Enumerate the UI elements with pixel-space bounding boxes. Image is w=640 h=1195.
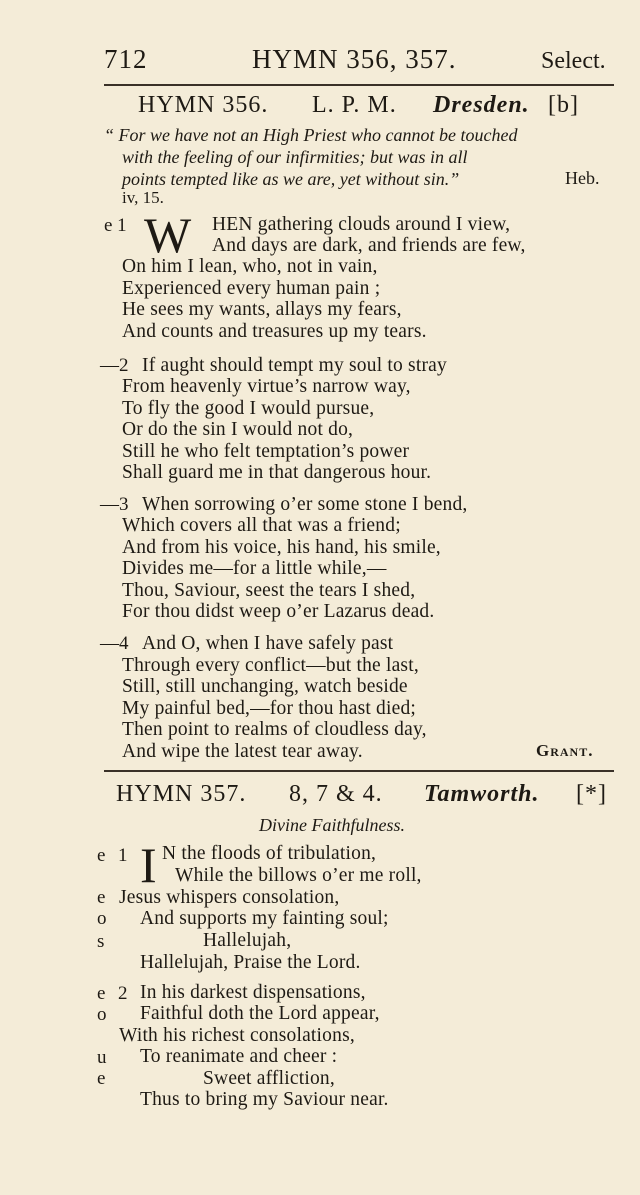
stanza-mark: —3 [100, 494, 129, 515]
line-mark: u [97, 1047, 107, 1068]
verse-line: Experienced every human pain ; [122, 278, 381, 299]
verse-line: When sorrowing o’er some stone I bend, [142, 494, 468, 515]
epigraph-line: with the feeling of our infirmities; but was in all [122, 147, 468, 167]
verse-line: Which covers all that was a friend; [122, 515, 401, 536]
verse-line: If aught should tempt my soul to stray [142, 355, 447, 376]
verse-line: Hallelujah, [203, 930, 292, 951]
verse-line: And from his voice, his hand, his smile, [122, 537, 441, 558]
hymn-356-title: HYMN 356. [138, 92, 269, 118]
section-label: Select. [541, 48, 606, 74]
verse-line: Thou, Saviour, seest the tears I shed, [122, 580, 416, 601]
verse-line: And wipe the latest tear away. [122, 741, 363, 762]
verse-line: Shall guard me in that dangerous hour. [122, 462, 432, 483]
verse-line: Still he who felt temptation’s power [122, 441, 410, 462]
line-mark: e [97, 1068, 106, 1089]
verse-line: Sweet affliction, [203, 1068, 335, 1089]
hymn-357-tune: Tamworth. [424, 781, 540, 807]
verse-line: Or do the sin I would not do, [122, 419, 354, 440]
verse-line: To fly the good I would pursue, [122, 398, 375, 419]
drop-cap: W [144, 207, 192, 263]
verse-line: And supports my fainting soul; [140, 908, 389, 929]
line-mark: o [97, 908, 107, 929]
verse-line: N the floods of tribulation, [162, 843, 377, 864]
hymn-357-mark: [*] [576, 781, 607, 807]
drop-cap: I [140, 837, 157, 893]
line-mark: e [97, 983, 106, 1004]
verse-line: Then point to realms of cloudless day, [122, 719, 427, 740]
epigraph-reference: iv, 15. [122, 188, 164, 207]
line-mark: e [97, 845, 106, 866]
hymn-author: Grant. [536, 741, 594, 760]
verse-line: For thou didst weep o’er Lazarus dead. [122, 601, 435, 622]
verse-line: Thus to bring my Saviour near. [140, 1089, 389, 1110]
hymn-356-meter: L. P. M. [312, 92, 397, 118]
hymn-356-tune: Dresden. [433, 92, 530, 118]
epigraph-line: “ For we have not an High Priest who cannot be touched [104, 125, 518, 145]
line-mark: s [97, 931, 105, 952]
line-mark: o [97, 1004, 107, 1025]
running-title: HYMN 356, 357. [252, 44, 457, 74]
hymn-divider [104, 770, 614, 772]
verse-line: Faithful doth the Lord appear, [140, 1003, 380, 1024]
verse-line: In his darkest dispensations, [140, 982, 366, 1003]
verse-line: Still, still unchanging, watch beside [122, 676, 408, 697]
stanza-mark: —4 [100, 633, 129, 654]
hymn-357-title: HYMN 357. [116, 781, 247, 807]
verse-line: HEN gathering clouds around I view, [212, 214, 511, 235]
line-mark: e [97, 887, 106, 908]
verse-line: While the billows o’er me roll, [175, 865, 422, 886]
epigraph-line: points tempted like as we are, yet without sin.” [122, 169, 460, 189]
verse-line: From heavenly virtue’s narrow way, [122, 376, 411, 397]
page-number: 712 [104, 44, 148, 74]
stanza-mark: e 1 [104, 215, 127, 236]
verse-line: And days are dark, and friends are few, [212, 235, 526, 256]
verse-line: On him I lean, who, not in vain, [122, 256, 378, 277]
verse-line: Through every conflict—but the last, [122, 655, 419, 676]
verse-line: With his richest consolations, [119, 1025, 355, 1046]
header-rule [104, 84, 614, 86]
verse-line: Hallelujah, Praise the Lord. [140, 952, 361, 973]
verse-line: To reanimate and cheer : [140, 1046, 338, 1067]
stanza-number: 1 [118, 845, 128, 866]
verse-line: Jesus whispers consolation, [119, 887, 340, 908]
stanza-mark: —2 [100, 355, 129, 376]
hymn-357-meter: 8, 7 & 4. [289, 781, 383, 807]
verse-line: And counts and treasures up my tears. [122, 321, 427, 342]
stanza-number: 2 [118, 983, 128, 1004]
hymn-356-mark: [b] [548, 92, 579, 118]
verse-line: Divides me—for a little while,— [122, 558, 387, 579]
verse-line: He sees my wants, allays my fears, [122, 299, 402, 320]
hymn-subtitle: Divine Faithfulness. [259, 815, 405, 835]
verse-line: My painful bed,—for thou hast died; [122, 698, 417, 719]
epigraph-reference: Heb. [565, 168, 600, 188]
verse-line: And O, when I have safely past [142, 633, 394, 654]
